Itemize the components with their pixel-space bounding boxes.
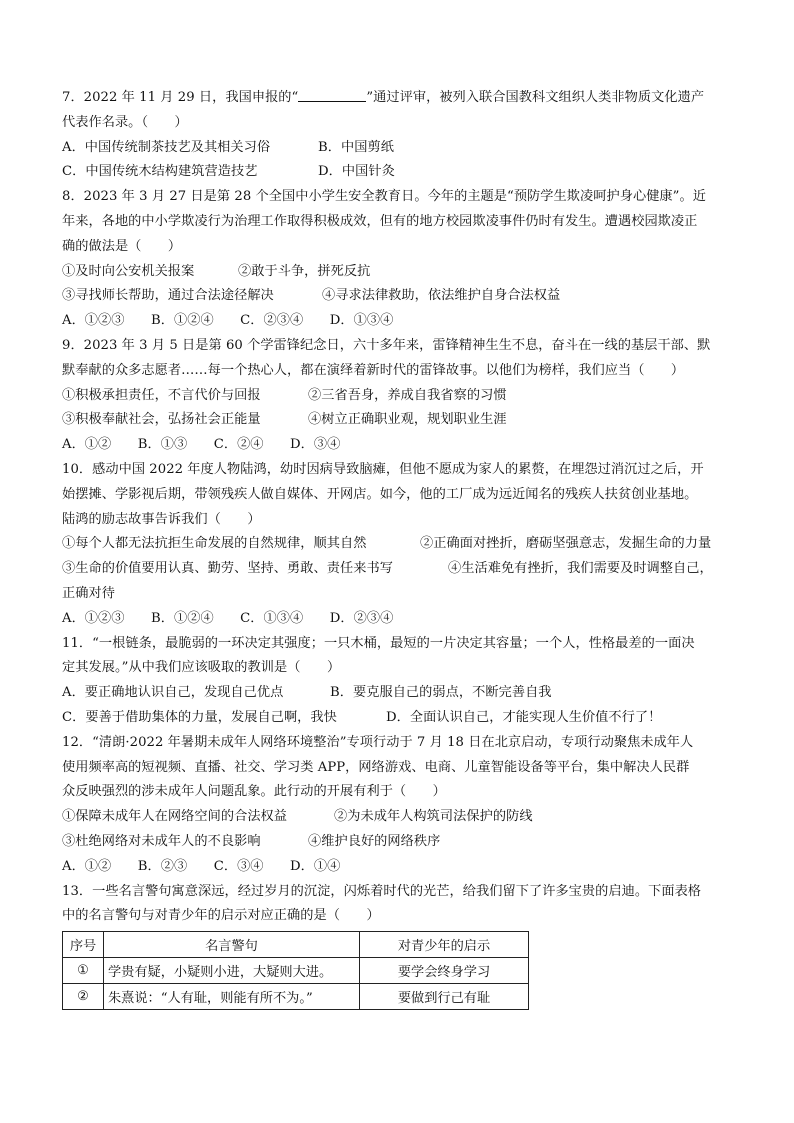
q12-stem-line3: 众反映强烈的涉未成年人问题乱象。此行动的开展有利于（ ） xyxy=(62,784,446,800)
q9-stem-line1: 9．2023 年 3 月 5 日是第 60 个学雷锋纪念日，六十多年来，雷锋精神生生不息，奋斗在一线的基层干部、默 xyxy=(62,337,711,353)
q9-statement-4: ④树立正确职业观，规划职业生涯 xyxy=(308,412,507,428)
q10-statement-4-cont: 正确对待 xyxy=(62,585,115,601)
q8-statement-3: ③寻找师长帮助，通过合法途径解决 xyxy=(62,288,274,304)
q9-options: A．①② B．①③ C．②④ D．③④ xyxy=(62,437,341,453)
table-cell: 要学会终身学习 xyxy=(360,958,529,984)
q13-stem-line2: 中的名言警句与对青少年的启示对应正确的是（ ） xyxy=(62,908,380,924)
q10-statements-34 xyxy=(62,557,742,582)
q8-stem-line1: 8．2023 年 3 月 27 日是第 28 个全国中小学生安全教育日。今年的主题是“预防学生欺凌呵护身心健康”。近 xyxy=(62,189,706,205)
q8-statements-34 xyxy=(62,284,742,309)
q12-statement-3: ③杜绝网络对未成年人的不良影响 xyxy=(62,833,261,849)
q11-option-b: B．要克服自己的弱点，不断完善自我 xyxy=(330,685,552,701)
q8-statement-4: ④寻求法律救助，依法维护自身合法权益 xyxy=(322,288,561,304)
q8-statement-2: ②敢于斗争，拼死反抗 xyxy=(238,263,371,279)
q9-statement-2: ②三省吾身，养成自我省察的习惯 xyxy=(308,387,507,403)
q12-options: A．①② B．②③ C．③④ D．①④ xyxy=(62,858,341,874)
q7-options-ab xyxy=(62,136,742,161)
q7-option-a: A．中国传统制茶技艺及其相关习俗 xyxy=(62,139,271,155)
q8-options: A．①②③ B．①②④ C．②③④ D．①③④ xyxy=(62,313,394,329)
q11-stem-line1: 11．“一根链条，最脆弱的一环决定其强度；一只木桶，最短的一片决定其容量；一个人，性格最差的一面决 xyxy=(62,635,695,651)
table-cell: ② xyxy=(63,984,104,1010)
q10-stem-line3: 陆鸿的励志故事告诉我们（ ） xyxy=(62,511,261,527)
q11-option-d: D．全面认识自己，才能实现人生价值不行了！ xyxy=(386,709,662,725)
table-cell: 学贵有疑，小疑则小进，大疑则大进。 xyxy=(104,958,360,984)
q7-option-d: D．中国针灸 xyxy=(318,164,395,180)
q7-stem-pre: 7．2022 年 11 月 29 日，我国申报的“ xyxy=(62,90,299,105)
q7-options-cd xyxy=(62,160,742,185)
table-header: 名言警句 xyxy=(104,932,360,958)
q12-statements-12 xyxy=(62,805,742,830)
q10-statements-12 xyxy=(62,532,742,557)
q11-stem-line2: 定其发展。”从中我们应该吸取的教训是（ ） xyxy=(62,660,341,676)
q10-statement-2: ②正确面对挫折，磨砺坚强意志，发掘生命的力量 xyxy=(420,536,712,552)
q8-stem-line2: 年来，各地的中小学欺凌行为治理工作取得积极成效，但有的地方校园欺凌事件仍时有发生。遭遇校园欺凌正 xyxy=(62,213,698,229)
q12-stem-line1: 12．“清朗·2022 年暑期未成年人网络环境整治”专项行动于 7 月 18 日在北京启动，专项行动聚焦未成年人 xyxy=(62,734,694,750)
q7-option-b: B．中国剪纸 xyxy=(318,139,394,155)
q7-option-c: C．中国传统木结构建筑营造技艺 xyxy=(62,164,258,180)
table-cell: ① xyxy=(63,958,104,984)
q8-statement-1: ①及时向公安机关报案 xyxy=(62,263,195,279)
answer-blank xyxy=(298,87,366,102)
q9-statement-3: ③积极奉献社会，弘扬社会正能量 xyxy=(62,412,261,428)
table-cell: 朱熹说：“人有耻，则能有所不为。” xyxy=(104,984,360,1010)
q12-stem-line2: 使用频率高的短视频、直播、社交、学习类 APP，网络游戏、电商、儿童智能设备等平台，集中解决人民群 xyxy=(62,759,690,775)
table-header: 序号 xyxy=(63,932,104,958)
exam-page xyxy=(62,86,742,1010)
q10-stem-line1: 10．感动中国 2022 年度人物陆鸿，幼时因病导致脑瘫，但他不愿成为家人的累赘，在埋怨过消沉过之后，开 xyxy=(62,461,704,477)
q10-statement-1: ①每个人都无法抗拒生命发展的自然规律，顺其自然 xyxy=(62,536,367,552)
table-header-row xyxy=(63,932,529,958)
q13-stem-line1: 13．一些名言警句寓意深远，经过岁月的沉淀，闪烁着时代的光芒，给我们留下了许多宝贵的启迪。下面表格 xyxy=(62,883,702,899)
q10-statement-4: ④生活难免有挫折，我们需要及时调整自己， xyxy=(448,561,713,577)
q9-statement-1: ①积极承担责任，不言代价与回报 xyxy=(62,387,261,403)
q11-options-cd xyxy=(62,706,742,731)
table-row xyxy=(63,984,529,1010)
q9-statements-34 xyxy=(62,408,742,433)
q7-stem-line2: 代表作名录。（ ） xyxy=(62,114,188,130)
q9-statements-12 xyxy=(62,384,742,409)
q10-stem-line2: 始摆摊、学影视后期，带领残疾人做自媒体、开网店。如今，他的工厂成为远近闻名的残疾人扶贫创业基地。 xyxy=(62,486,698,502)
table-header: 对青少年的启示 xyxy=(360,932,529,958)
q10-options: A．①②③ B．①②④ C．①③④ D．②③④ xyxy=(62,610,394,626)
q7-stem-post: ”通过评审，被列入联合国教科文组织人类非物质文化遗产 xyxy=(366,90,705,105)
q12-statement-1: ①保障未成年人在网络空间的合法权益 xyxy=(62,809,288,825)
q9-stem-line2: 默奉献的众多志愿者……每一个热心人，都在演绎着新时代的雷锋故事。以他们为榜样，我们应当（ ） xyxy=(62,362,685,378)
table-row xyxy=(63,958,529,984)
q11-options-ab xyxy=(62,681,742,706)
q12-statement-4: ④维护良好的网络秩序 xyxy=(308,833,441,849)
table-cell: 要做到行己有耻 xyxy=(360,984,529,1010)
q10-statement-3: ③生命的价值要用认真、勤劳、坚持、勇敢、责任来书写 xyxy=(62,561,393,577)
q8-statements-12 xyxy=(62,260,742,285)
q11-option-c: C．要善于借助集体的力量，发展自己啊，我快 xyxy=(62,709,337,725)
q12-statements-34 xyxy=(62,830,742,855)
quotes-table xyxy=(62,931,529,1010)
q11-option-a: A．要正确地认识自己，发现自己优点 xyxy=(62,685,284,701)
q7-stem-line1 xyxy=(62,86,742,111)
q12-statement-2: ②为未成年人构筑司法保护的防线 xyxy=(334,809,533,825)
q8-stem-line3: 确的做法是（ ） xyxy=(62,238,182,254)
